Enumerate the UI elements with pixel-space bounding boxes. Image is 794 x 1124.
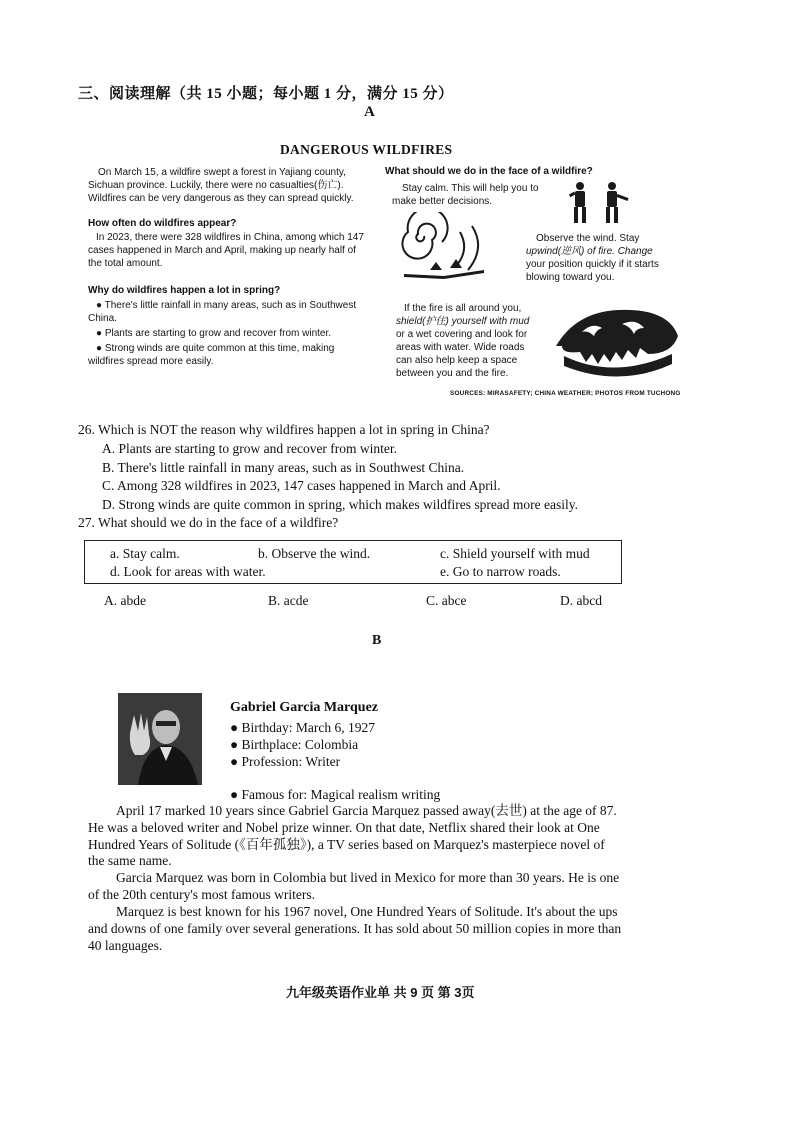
how-often-line: cases happened in March and April, making up nearly half of bbox=[88, 245, 356, 256]
page-footer: 九年级英语作业单 共 9 页 第 3页 bbox=[286, 985, 475, 1000]
wind-line: blowing toward you. bbox=[526, 272, 615, 283]
why-spring-line: wildfires spread more easily. bbox=[88, 356, 214, 367]
around-line: can also help keep a space bbox=[396, 355, 518, 366]
passage-b-label: B bbox=[372, 633, 382, 648]
para-line: Garcia Marquez was born in Colombia but lived in Mexico for more than 30 years. He is one bbox=[116, 870, 620, 885]
passage-a-label: A bbox=[364, 104, 375, 120]
option-item[interactable]: B. acde bbox=[268, 593, 309, 608]
around-line: or a wet covering and look for bbox=[396, 329, 528, 340]
what-do-heading: What should we do in the face of a wildfire? bbox=[385, 166, 593, 177]
marquez-photo bbox=[118, 693, 202, 785]
portrait-icon bbox=[118, 693, 202, 785]
question-26-options bbox=[102, 440, 682, 514]
option-item[interactable]: D. Strong winds are quite common in spring, which makes wildfires spread more easily. bbox=[102, 496, 579, 512]
para-line: Hundred Years of Solitude (《百年孤独》), a TV series based on Marquez's masterpiece novel of bbox=[88, 836, 605, 852]
stay-calm-text bbox=[392, 182, 562, 208]
bio-name: Gabriel Garcia Marquez bbox=[230, 700, 379, 715]
para-line: 40 languages. bbox=[88, 937, 163, 953]
around-line: between you and the fire. bbox=[396, 368, 509, 379]
infographic-intro bbox=[88, 166, 373, 205]
choice-b: b. Observe the wind. bbox=[258, 546, 371, 561]
option-item[interactable]: A. abde bbox=[104, 593, 146, 608]
how-often-text bbox=[88, 231, 373, 270]
bio-profession: ● Profession: Writer bbox=[230, 754, 341, 769]
passage-b-paragraph-2 bbox=[88, 870, 680, 904]
bio-birthday: ● Birthday: March 6, 1927 bbox=[230, 720, 376, 735]
wind-swirl-icon bbox=[390, 212, 500, 290]
why-spring-text bbox=[88, 299, 373, 368]
choice-a: a. Stay calm. bbox=[110, 546, 180, 561]
para-line: April 17 marked 10 years since Gabriel Garcia Marquez passed away(去世) at the age of 87. bbox=[116, 803, 617, 818]
intro-line: Wildfires can be very dangerous as they can spread quickly. bbox=[88, 193, 354, 204]
passage-b-paragraph-1 bbox=[88, 803, 680, 870]
infographic-title: DANGEROUS WILDFIRES bbox=[280, 142, 453, 157]
firefighters-icon bbox=[565, 180, 635, 228]
option-item[interactable]: C. Among 328 wildfires in 2023, 147 cases happened in March and April. bbox=[102, 478, 501, 494]
intro-line: Sichuan province. Luckily, there were no casualties(伤亡). bbox=[88, 180, 344, 191]
why-spring-line: ● Plants are starting to grow and recover from winter. bbox=[96, 328, 332, 339]
around-line: areas with water. Wide roads bbox=[396, 342, 525, 353]
wind-line: Observe the wind. Stay bbox=[536, 233, 640, 244]
question-26-stem: 26. Which is NOT the reason why wildfires happen a lot in spring in China? bbox=[78, 422, 490, 437]
intro-line: On March 15, a wildfire swept a forest in Yajiang county, bbox=[98, 167, 346, 178]
wind-line: upwind(逆风) of fire. Change bbox=[526, 246, 653, 257]
observe-wind-text bbox=[526, 232, 676, 284]
fire-around-text bbox=[396, 302, 556, 380]
question-27-stem: 27. What should we do in the face of a wildfire? bbox=[78, 515, 339, 530]
option-item[interactable]: A. Plants are starting to grow and recover from winter. bbox=[102, 441, 398, 456]
bio-birthplace: ● Birthplace: Colombia bbox=[230, 737, 359, 752]
para-line: Marquez is best known for his 1967 novel, One Hundred Years of Solitude. It's about the ups bbox=[116, 904, 618, 919]
wind-line: your position quickly if it starts bbox=[526, 259, 659, 270]
option-item[interactable]: D. abcd bbox=[560, 593, 602, 608]
wildfire-illustration-icon bbox=[552, 306, 680, 384]
around-line: shield(护住) yourself with mud bbox=[396, 316, 530, 327]
option-item[interactable]: C. abce bbox=[426, 593, 467, 608]
choice-d: d. Look for areas with water. bbox=[110, 564, 266, 579]
choice-c: c. Shield yourself with mud bbox=[440, 546, 590, 561]
para-line: and downs of one family over several generations. It has sold about 50 million copies in more than bbox=[88, 920, 622, 936]
why-spring-line: China. bbox=[88, 313, 117, 324]
passage-b-paragraph-3 bbox=[88, 904, 680, 954]
how-often-line: the total amount. bbox=[88, 258, 163, 269]
para-line: the same name. bbox=[88, 853, 172, 869]
option-item[interactable]: B. There's little rainfall in many areas, such as in Southwest China. bbox=[102, 459, 465, 475]
para-line: of the 20th century's most famous writers. bbox=[88, 886, 316, 902]
around-line: If the fire is all around you, bbox=[404, 303, 522, 314]
calm-line: Stay calm. This will help you to bbox=[402, 183, 539, 194]
choice-e: e. Go to narrow roads. bbox=[440, 564, 561, 579]
why-spring-line: ● There's little rainfall in many areas, such as in Southwest bbox=[96, 300, 357, 311]
calm-line: make better decisions. bbox=[392, 196, 493, 207]
how-often-line: In 2023, there were 328 wildfires in China, among which 147 bbox=[96, 232, 364, 243]
how-often-heading: How often do wildfires appear? bbox=[88, 218, 237, 229]
bio-famous: ● Famous for: Magical realism writing bbox=[230, 787, 441, 802]
why-spring-line: ● Strong winds are quite common at this time, making bbox=[96, 343, 335, 354]
why-spring-heading: Why do wildfires happen a lot in spring? bbox=[88, 285, 281, 296]
sources-credit: SOURCES: MIRASAFETY; CHINA WEATHER; PHOTOS FROM TUCHONG bbox=[450, 390, 681, 397]
para-line: He was a beloved writer and Nobel prize winner. On that date, Netflix shared their look at One bbox=[88, 819, 600, 835]
section-title: 三、阅读理解（共 15 小题；每小题 1 分，满分 15 分） bbox=[78, 86, 454, 102]
